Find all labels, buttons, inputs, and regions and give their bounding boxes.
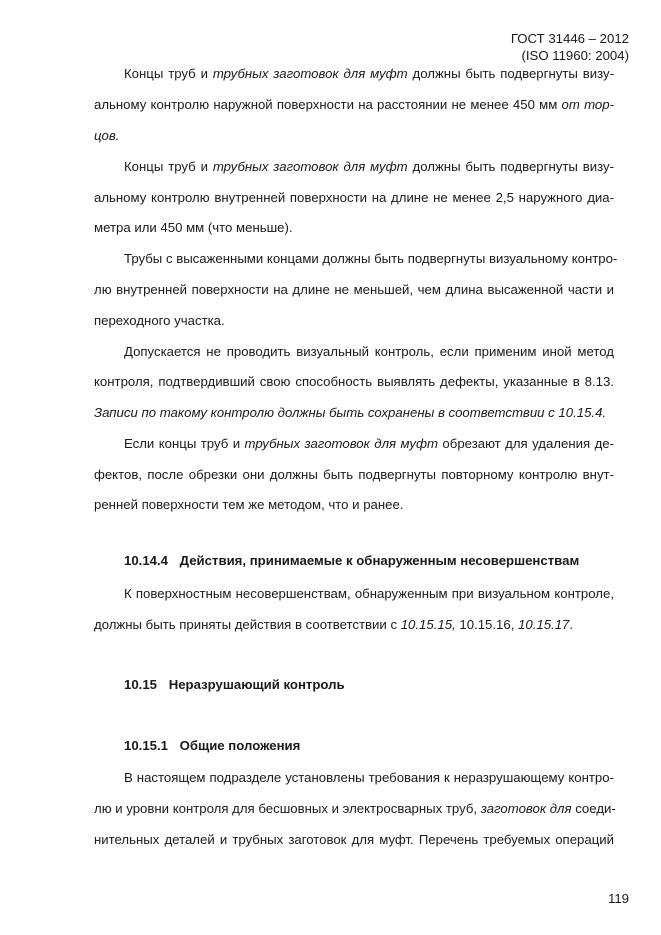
paragraph-3-line-3: переходного участка. bbox=[94, 313, 225, 328]
paragraph-2-line-2: альному контролю внутренней поверхности на длине не менее 2,5 наружного диа- bbox=[94, 190, 614, 205]
document-header bbox=[511, 30, 629, 64]
section-heading-10-15-1 bbox=[124, 738, 300, 753]
paragraph-6-line-1: К поверхностным несовершенствам, обнаруженным при визуальном контроле, bbox=[124, 586, 614, 601]
paragraph-4-line-3: Записи по такому контролю должны быть сохранены в соответствии с 10.15.4. bbox=[94, 405, 607, 420]
paragraph-3-line-1: Трубы с высаженными концами должны быть подвергнуты визуальному контро- bbox=[124, 251, 618, 266]
paragraph-4-line-1: Допускается не проводить визуальный контроль, если применим иной метод bbox=[124, 344, 614, 359]
section-title: Действия, принимаемые к обнаруженным несовершенствам bbox=[179, 553, 580, 568]
paragraph-7-line-1: В настоящем подразделе установлены требования к неразрушающему контро- bbox=[124, 770, 614, 785]
paragraph-4-line-2: контроля, подтвердивший свою способность выявлять дефекты, указанные в 8.13. bbox=[94, 374, 614, 389]
paragraph-7-line-2: лю и уровни контроля для бесшовных и электросварных труб, заготовок для соеди- bbox=[94, 801, 616, 816]
section-heading-10-15 bbox=[124, 677, 345, 692]
paragraph-6-line-2: должны быть приняты действия в соответствии с 10.15.15, 10.15.16, 10.15.17. bbox=[94, 617, 574, 632]
paragraph-5-line-1: Если концы труб и трубных заготовок для муфт обрезают для удаления де- bbox=[124, 436, 614, 451]
paragraph-1-line-2: альному контролю наружной поверхности на расстоянии не менее 450 мм от тор- bbox=[94, 97, 614, 112]
paragraph-5-line-2: фектов, после обрезки они должны быть подвергнуты повторному контролю внут- bbox=[94, 467, 614, 482]
section-number: 10.15.1 bbox=[124, 738, 168, 753]
section-title: Неразрушающий контроль bbox=[168, 677, 345, 692]
section-number: 10.14.4 bbox=[124, 553, 168, 568]
section-heading-10-14-4 bbox=[124, 553, 579, 568]
section-title: Общие положения bbox=[179, 738, 301, 753]
paragraph-1-line-1: Концы труб и трубных заготовок для муфт должны быть подвергнуты визу- bbox=[124, 66, 614, 81]
paragraph-2-line-3: метра или 450 мм (что меньше). bbox=[94, 220, 293, 235]
iso-reference: (ISO 11960: 2004) bbox=[521, 48, 629, 63]
page-number: 119 bbox=[607, 891, 629, 906]
paragraph-5-line-3: ренней поверхности тем же методом, что и ранее. bbox=[94, 497, 404, 512]
paragraph-7-line-3: нительных деталей и трубных заготовок для муфт. Перечень требуемых операций bbox=[94, 832, 614, 847]
standard-number: ГОСТ 31446 – 2012 bbox=[510, 31, 629, 46]
paragraph-1-line-3: цов. bbox=[94, 128, 120, 143]
paragraph-2-line-1: Концы труб и трубных заготовок для муфт должны быть подвергнуты визу- bbox=[124, 159, 614, 174]
paragraph-3-line-2: лю внутренней поверхности на длине не меньшей, чем длина высаженной части и bbox=[94, 282, 614, 297]
section-number: 10.15 bbox=[124, 677, 158, 692]
